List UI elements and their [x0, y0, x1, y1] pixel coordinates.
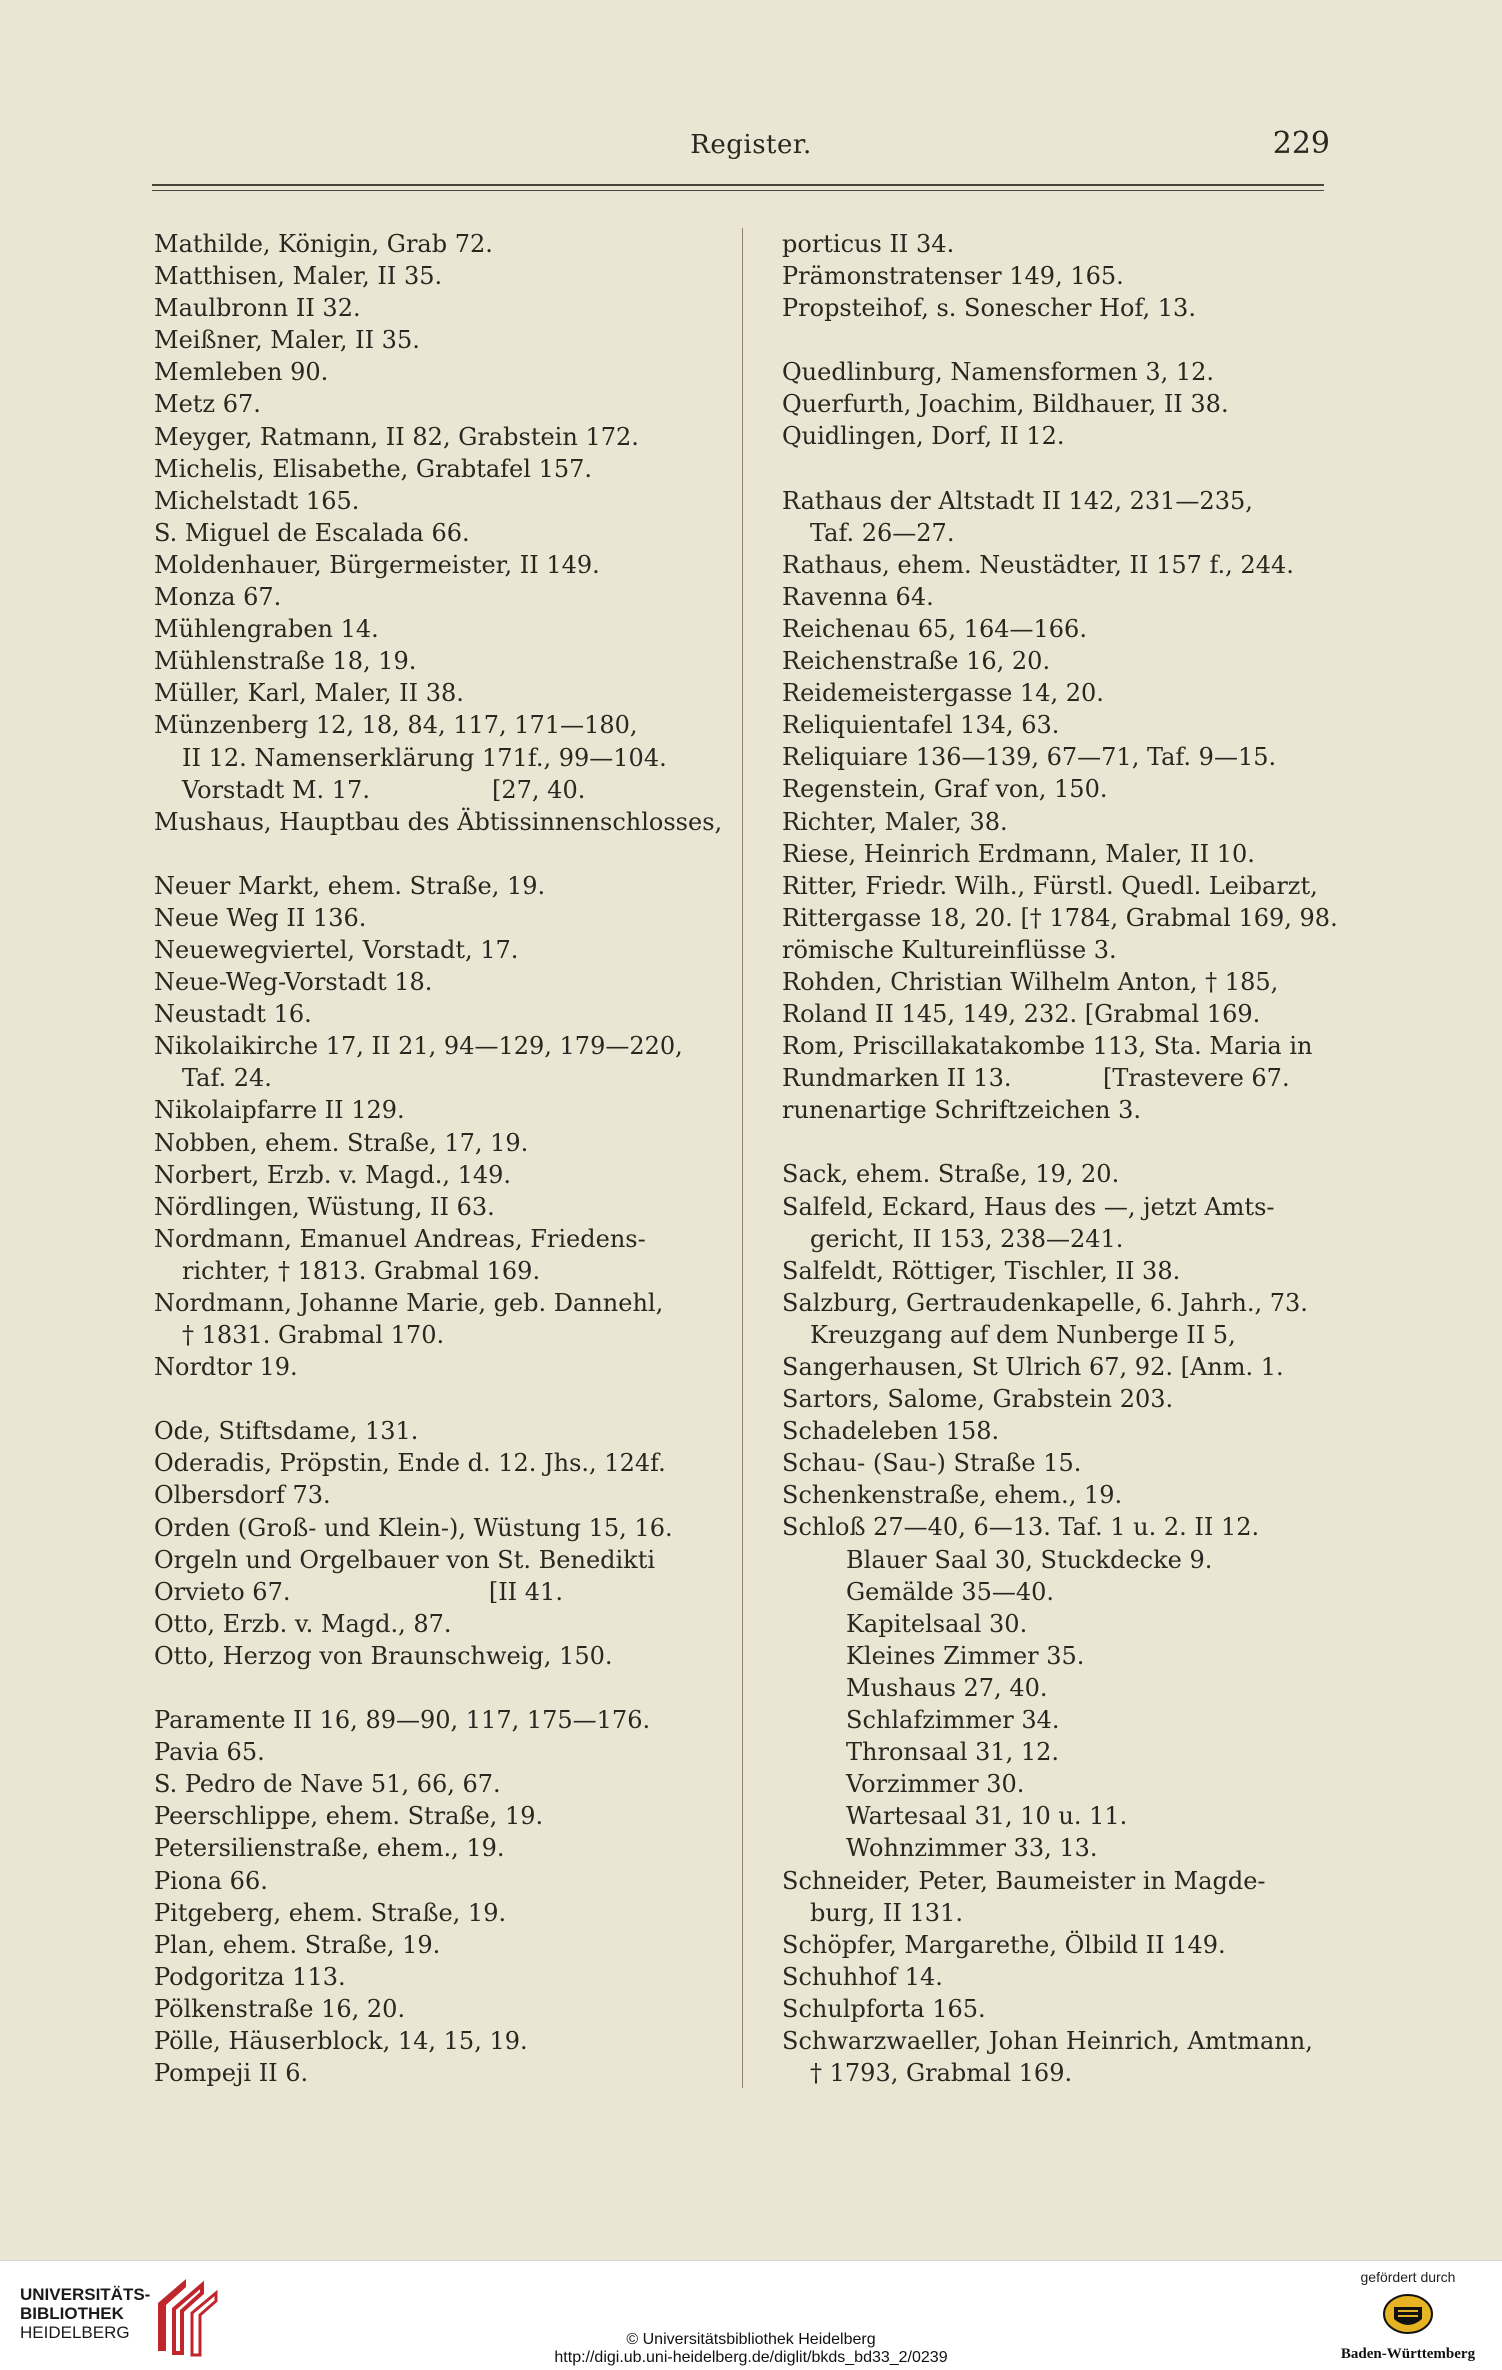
index-entry: Reidemeistergasse 14, 20. [782, 679, 1104, 708]
index-entry: Schenkenstraße, ehem., 19. [782, 1481, 1123, 1510]
library-name-line: HEIDELBERG [20, 2323, 130, 2342]
coat-of-arms-icon [1382, 2293, 1434, 2335]
index-entry: Metz 67. [154, 390, 261, 419]
index-entry: Neustadt 16. [154, 1000, 312, 1029]
section-gap [154, 1383, 714, 1415]
index-entry: runenartige Schriftzeichen 3. [782, 1096, 1141, 1125]
column-divider [742, 228, 743, 2088]
index-entry: Sack, ehem. Straße, 19, 20. [782, 1160, 1120, 1189]
section-gap [154, 1672, 714, 1704]
sponsor-name: Baden-Württemberg [1340, 2346, 1476, 2362]
index-entry: Pavia 65. [154, 1738, 265, 1767]
index-entry: Paramente II 16, 89—90, 117, 175—176. [154, 1706, 651, 1735]
index-entry: richter, † 1813. Grabmal 169. [182, 1256, 541, 1285]
index-entry: Otto, Herzog von Braunschweig, 150. [154, 1641, 613, 1670]
index-entry: Querfurth, Joachim, Bildhauer, II 38. [782, 390, 1229, 419]
index-entry: Schloß 27—40, 6—13. Taf. 1 u. 2. II 12. [782, 1513, 1260, 1542]
index-entry: Pölle, Häuserblock, 14, 15, 19. [154, 2026, 528, 2055]
permalink-url[interactable]: http://digi.ub.uni-heidelberg.de/diglit/bkds_bd33_2/0239 [554, 2349, 948, 2366]
index-entry: † 1831. Grabmal 170. [182, 1321, 445, 1350]
index-entry: römische Kultureinflüsse 3. [782, 935, 1117, 964]
index-entry: Pompeji II 6. [154, 2059, 309, 2088]
index-entry: Blauer Saal 30, Stuckdecke 9. [846, 1545, 1213, 1574]
index-entry: S. Miguel de Escalada 66. [154, 518, 470, 547]
index-entry: Nobben, ehem. Straße, 17, 19. [154, 1128, 529, 1157]
index-entry: Moldenhauer, Bürgermeister, II 149. [154, 550, 600, 579]
index-entry: Müller, Karl, Maler, II 38. [154, 679, 464, 708]
index-entry: Maulbronn II 32. [154, 294, 361, 323]
index-entry: Richter, Maler, 38. [782, 807, 1008, 836]
index-entry: Neue-Weg-Vorstadt 18. [154, 968, 433, 997]
page-number: 229 [1272, 126, 1330, 161]
index-column-right [782, 228, 1342, 2089]
index-entry: Thronsaal 31, 12. [846, 1738, 1060, 1767]
index-entry: Salfeldt, Röttiger, Tischler, II 38. [782, 1256, 1181, 1285]
index-entry: Plan, ehem. Straße, 19. [154, 1930, 441, 1959]
index-entry: Reichenstraße 16, 20. [782, 647, 1051, 676]
index-entry: II 12. Namenserklärung 171f., 99—104. [182, 743, 667, 772]
index-entry: Pölkenstraße 16, 20. [154, 1994, 406, 2023]
library-name-line: UNIVERSITÄTS- [20, 2285, 151, 2304]
index-entry: Meißner, Maler, II 35. [154, 326, 420, 355]
index-entry: Kreuzgang auf dem Nunberge II 5, [810, 1320, 1236, 1349]
index-entry: Rathaus der Altstadt II 142, 231—235, [782, 486, 1253, 515]
index-entry: Sartors, Salome, Grabstein 203. [782, 1385, 1174, 1414]
section-gap [154, 838, 714, 870]
index-entry: Piona 66. [154, 1866, 268, 1895]
viewer-footer [0, 2260, 1502, 2370]
index-entry: Quedlinburg, Namensformen 3, 12. [782, 358, 1215, 387]
index-entry: Salfeld, Eckard, Haus des —, jetzt Amts- [782, 1192, 1275, 1221]
index-entry: Monza 67. [154, 583, 282, 612]
index-entry: Petersilienstraße, ehem., 19. [154, 1834, 505, 1863]
index-entry: Schneider, Peter, Baumeister in Magde- [782, 1866, 1266, 1895]
index-entry: Mushaus 27, 40. [846, 1673, 1048, 1702]
index-entry: Reichenau 65, 164—166. [782, 614, 1087, 643]
index-entry: Gemälde 35—40. [846, 1577, 1055, 1606]
index-entry: Vorstadt M. 17. [27, 40. [182, 775, 586, 804]
index-entry: Nördlingen, Wüstung, II 63. [154, 1192, 495, 1221]
index-entry: Nikolaipfarre II 129. [154, 1096, 405, 1125]
index-entry: Wohnzimmer 33, 13. [846, 1834, 1098, 1863]
index-entry: Salzburg, Gertraudenkapelle, 6. Jahrh., 73. [782, 1288, 1308, 1317]
index-entry: S. Pedro de Nave 51, 66, 67. [154, 1770, 501, 1799]
index-entry: Orgeln und Orgelbauer von St. Benedikti [154, 1545, 656, 1574]
index-entry: Pitgeberg, ehem. Straße, 19. [154, 1898, 507, 1927]
index-entry: Ritter, Friedr. Wilh., Fürstl. Quedl. Leibarzt, [782, 871, 1318, 900]
index-entry: Nordtor 19. [154, 1353, 298, 1382]
index-entry: Ode, Stiftsdame, 131. [154, 1417, 419, 1446]
index-column-left [154, 228, 723, 2089]
index-entry: Ravenna 64. [782, 582, 934, 611]
index-entry: Nordmann, Johanne Marie, geb. Dannehl, [154, 1289, 664, 1317]
index-entry: Prämonstratenser 149, 165. [782, 262, 1124, 291]
header-rule-thin [152, 190, 1324, 191]
index-entry: Quidlingen, Dorf, II 12. [782, 422, 1065, 451]
index-entry: burg, II 131. [810, 1898, 963, 1927]
index-entry: Schöpfer, Margarethe, Ölbild II 149. [782, 1930, 1226, 1959]
index-entry: Schwarzwaeller, Johan Heinrich, Amtmann, [782, 2026, 1313, 2055]
index-entry: Nikolaikirche 17, II 21, 94—129, 179—220, [154, 1032, 683, 1061]
index-entry: Meyger, Ratmann, II 82, Grabstein 172. [154, 422, 639, 451]
copyright-notice [0, 2331, 1502, 2367]
index-entry: Orden (Groß- und Klein-), Wüstung 15, 16. [154, 1513, 673, 1542]
header-rule [152, 184, 1324, 186]
index-entry: Schau- (Sau-) Straße 15. [782, 1449, 1082, 1478]
section-gap [782, 453, 1342, 485]
index-entry: Rundmarken II 13. [Trastevere 67. [782, 1064, 1290, 1093]
index-entry: Schuhhof 14. [782, 1962, 943, 1991]
index-entry: porticus II 34. [782, 230, 955, 258]
index-entry: Taf. 26—27. [810, 518, 955, 547]
index-entry: Schadeleben 158. [782, 1417, 1000, 1446]
index-entry: Memleben 90. [154, 358, 329, 387]
index-entry: Münzenberg 12, 18, 84, 117, 171—180, [154, 711, 638, 740]
index-entry: Otto, Erzb. v. Magd., 87. [154, 1609, 452, 1638]
index-entry: † 1793, Grabmal 169. [810, 2059, 1073, 2088]
index-entry: Norbert, Erzb. v. Magd., 149. [154, 1160, 512, 1189]
index-entry: Schulpforta 165. [782, 1994, 986, 2023]
index-entry: Reliquiare 136—139, 67—71, Taf. 9—15. [782, 743, 1277, 772]
index-entry: Reliquientafel 134, 63. [782, 711, 1060, 740]
library-name-line: BIBLIOTHEK [20, 2304, 124, 2323]
section-gap [782, 324, 1342, 356]
section-gap [782, 1126, 1342, 1158]
index-entry: Oderadis, Pröpstin, Ende d. 12. Jhs., 124f. [154, 1449, 666, 1478]
index-entry: Michelis, Elisabethe, Grabtafel 157. [154, 454, 592, 483]
index-entry: Mühlengraben 14. [154, 615, 379, 644]
index-entry: Neue Weg II 136. [154, 903, 367, 932]
index-entry: Rom, Priscillakatakombe 113, Sta. Maria in [782, 1032, 1313, 1061]
index-entry: Roland II 145, 149, 232. [Grabmal 169. [782, 1000, 1261, 1029]
index-entry: Propsteihof, s. Sonescher Hof, 13. [782, 294, 1196, 323]
index-entry: Sangerhausen, St Ulrich 67, 92. [Anm. 1. [782, 1353, 1284, 1381]
index-entry: Nordmann, Emanuel Andreas, Friedens- [154, 1224, 646, 1253]
index-entry: Kapitelsaal 30. [846, 1609, 1028, 1638]
index-entry: Mushaus, Hauptbau des Äbtissinnenschlosses, [154, 807, 723, 836]
index-entry: Neuewegviertel, Vorstadt, 17. [154, 935, 519, 964]
index-entry: Michelstadt 165. [154, 486, 360, 515]
index-entry: Peerschlippe, ehem. Straße, 19. [154, 1802, 544, 1831]
running-header: Register. [690, 130, 812, 160]
index-entry: Podgoritza 113. [154, 1962, 346, 1991]
index-entry: Mühlenstraße 18, 19. [154, 647, 417, 676]
index-entry: Orvieto 67. [II 41. [154, 1577, 563, 1606]
index-entry: Rathaus, ehem. Neustädter, II 157 f., 244. [782, 550, 1294, 579]
sponsor-caption: gefördert durch [1360, 2269, 1456, 2285]
sponsor-badge[interactable] [1338, 2269, 1478, 2365]
copyright-text: © Universitätsbibliothek Heidelberg [626, 2331, 876, 2348]
index-entry: Rohden, Christian Wilhelm Anton, † 185, [782, 967, 1279, 996]
index-entry: Wartesaal 31, 10 u. 11. [846, 1802, 1128, 1831]
index-entry: gericht, II 153, 238—241. [810, 1224, 1124, 1253]
index-entry: Schlafzimmer 34. [846, 1706, 1060, 1735]
index-entry: Vorzimmer 30. [846, 1770, 1025, 1799]
index-entry: Neuer Markt, ehem. Straße, 19. [154, 871, 546, 900]
index-entry: Matthisen, Maler, II 35. [154, 262, 443, 291]
index-entry: Riese, Heinrich Erdmann, Maler, II 10. [782, 839, 1255, 868]
index-entry: Olbersdorf 73. [154, 1481, 331, 1510]
index-entry: Mathilde, Königin, Grab 72. [154, 230, 493, 258]
index-entry: Kleines Zimmer 35. [846, 1641, 1085, 1670]
index-entry: Rittergasse 18, 20. [† 1784, Grabmal 169, 98. [782, 903, 1338, 932]
index-entry: Regenstein, Graf von, 150. [782, 775, 1108, 804]
index-entry: Taf. 24. [182, 1064, 272, 1093]
